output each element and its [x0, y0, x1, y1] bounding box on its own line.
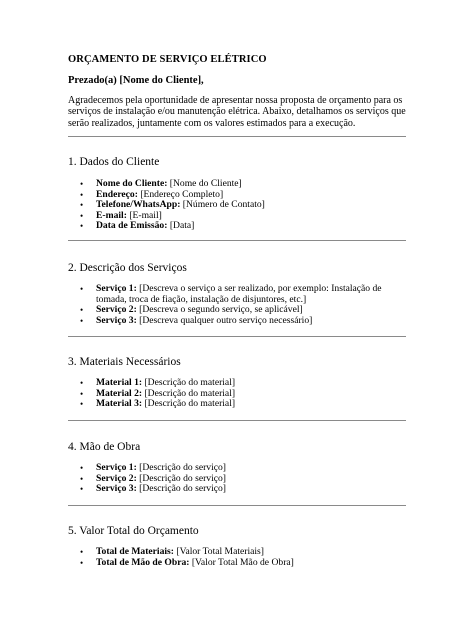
item-value: [Endereço Completo]	[137, 188, 224, 200]
bullet-icon: •	[80, 547, 84, 557]
item-label: Telefone/WhatsApp:	[96, 199, 181, 211]
section-divider	[68, 240, 406, 241]
item-label: Endereço:	[96, 188, 138, 200]
section-divider	[68, 420, 406, 421]
item-label: Serviço 1:	[96, 462, 137, 473]
item-value: [Descrição do material]	[142, 387, 236, 399]
section-list-materiais	[80, 378, 410, 410]
section-title-descricao-servicos: 2. Descrição dos Serviços	[68, 262, 187, 274]
item-label: Serviço 2:	[96, 304, 137, 316]
list-item	[80, 484, 410, 495]
item-value: [Número de Contato]	[180, 199, 265, 211]
bullet-icon: •	[80, 463, 84, 473]
list-item	[80, 399, 410, 410]
item-label: E-mail:	[96, 209, 127, 221]
item-label: Serviço 1:	[96, 283, 137, 294]
item-label: Material 1:	[96, 377, 143, 388]
item-label: Total de Materiais:	[96, 546, 174, 557]
item-label: Material 3:	[96, 398, 143, 410]
item-value: [Data]	[167, 220, 195, 232]
section-divider	[68, 136, 406, 137]
bullet-icon: •	[80, 210, 84, 221]
item-value: [Nome do Cliente]	[167, 178, 242, 189]
item-value: [Descreva o serviço a ser realizado, por exemplo: Instalação de tomada, troca de fiação, instalação de disjuntores, etc.]	[96, 283, 382, 305]
item-value: [Descrição do serviço]	[136, 472, 226, 484]
section-title-mao-de-obra: 4. Mão de Obra	[68, 441, 141, 453]
bullet-icon: •	[80, 189, 84, 200]
item-value: [Descrição do material]	[142, 377, 236, 388]
bullet-icon: •	[80, 179, 84, 189]
bullet-icon: •	[80, 315, 84, 326]
item-label: Serviço 2:	[96, 472, 137, 484]
item-value: [E-mail]	[126, 209, 162, 221]
bullet-icon: •	[80, 388, 84, 399]
section-list-mao-de-obra	[80, 463, 410, 495]
item-label: Data de Emissão:	[96, 220, 168, 232]
bullet-icon: •	[80, 484, 84, 495]
bullet-icon: •	[80, 473, 84, 484]
item-label: Total de Mão de Obra:	[96, 556, 190, 568]
item-value: [Descrição do serviço]	[136, 483, 226, 495]
item-value: [Descreva qualquer outro serviço necessário]	[136, 314, 313, 326]
list-item	[80, 221, 410, 232]
bullet-icon: •	[80, 557, 84, 568]
item-value: [Descrição do serviço]	[136, 462, 226, 473]
bullet-icon: •	[80, 284, 84, 294]
section-divider	[68, 336, 406, 337]
item-label: Nome do Cliente:	[96, 178, 168, 189]
bullet-icon: •	[80, 221, 84, 232]
bullet-icon: •	[80, 305, 84, 316]
list-item	[80, 284, 410, 305]
list-item	[80, 558, 410, 569]
greeting: Prezado(a) [Nome do Cliente],	[68, 75, 204, 86]
section-title-dados-cliente: 1. Dados do Cliente	[68, 156, 160, 168]
document-title: ORÇAMENTO DE SERVIÇO ELÉTRICO	[68, 54, 267, 65]
item-label: Material 2:	[96, 387, 143, 399]
section-list-descricao-servicos	[80, 284, 410, 326]
item-value: [Descrição do material]	[142, 398, 236, 410]
item-label: Serviço 3:	[96, 314, 137, 326]
section-divider	[68, 505, 406, 506]
bullet-icon: •	[80, 200, 84, 211]
section-list-valor-total	[80, 547, 410, 568]
item-value: [Descreva o segundo serviço, se aplicável]	[136, 304, 303, 316]
item-value: [Valor Total Materiais]	[173, 546, 264, 557]
section-title-valor-total: 5. Valor Total do Orçamento	[68, 525, 199, 537]
section-list-dados-cliente	[80, 179, 410, 232]
bullet-icon: •	[80, 378, 84, 388]
intro-paragraph: Agradecemos pela oportunidade de apresentar nossa proposta de orçamento para os serviços de instalação e/ou manutenção elétrica. Abaixo, detalhamos os serviços que serão realizados, juntamente com os valores estimados para a execução.	[68, 95, 406, 129]
section-title-materiais: 3. Materiais Necessários	[68, 356, 181, 368]
list-item	[80, 316, 410, 327]
item-value: [Valor Total Mão de Obra]	[189, 556, 294, 568]
bullet-icon: •	[80, 399, 84, 410]
item-label: Serviço 3:	[96, 483, 137, 495]
